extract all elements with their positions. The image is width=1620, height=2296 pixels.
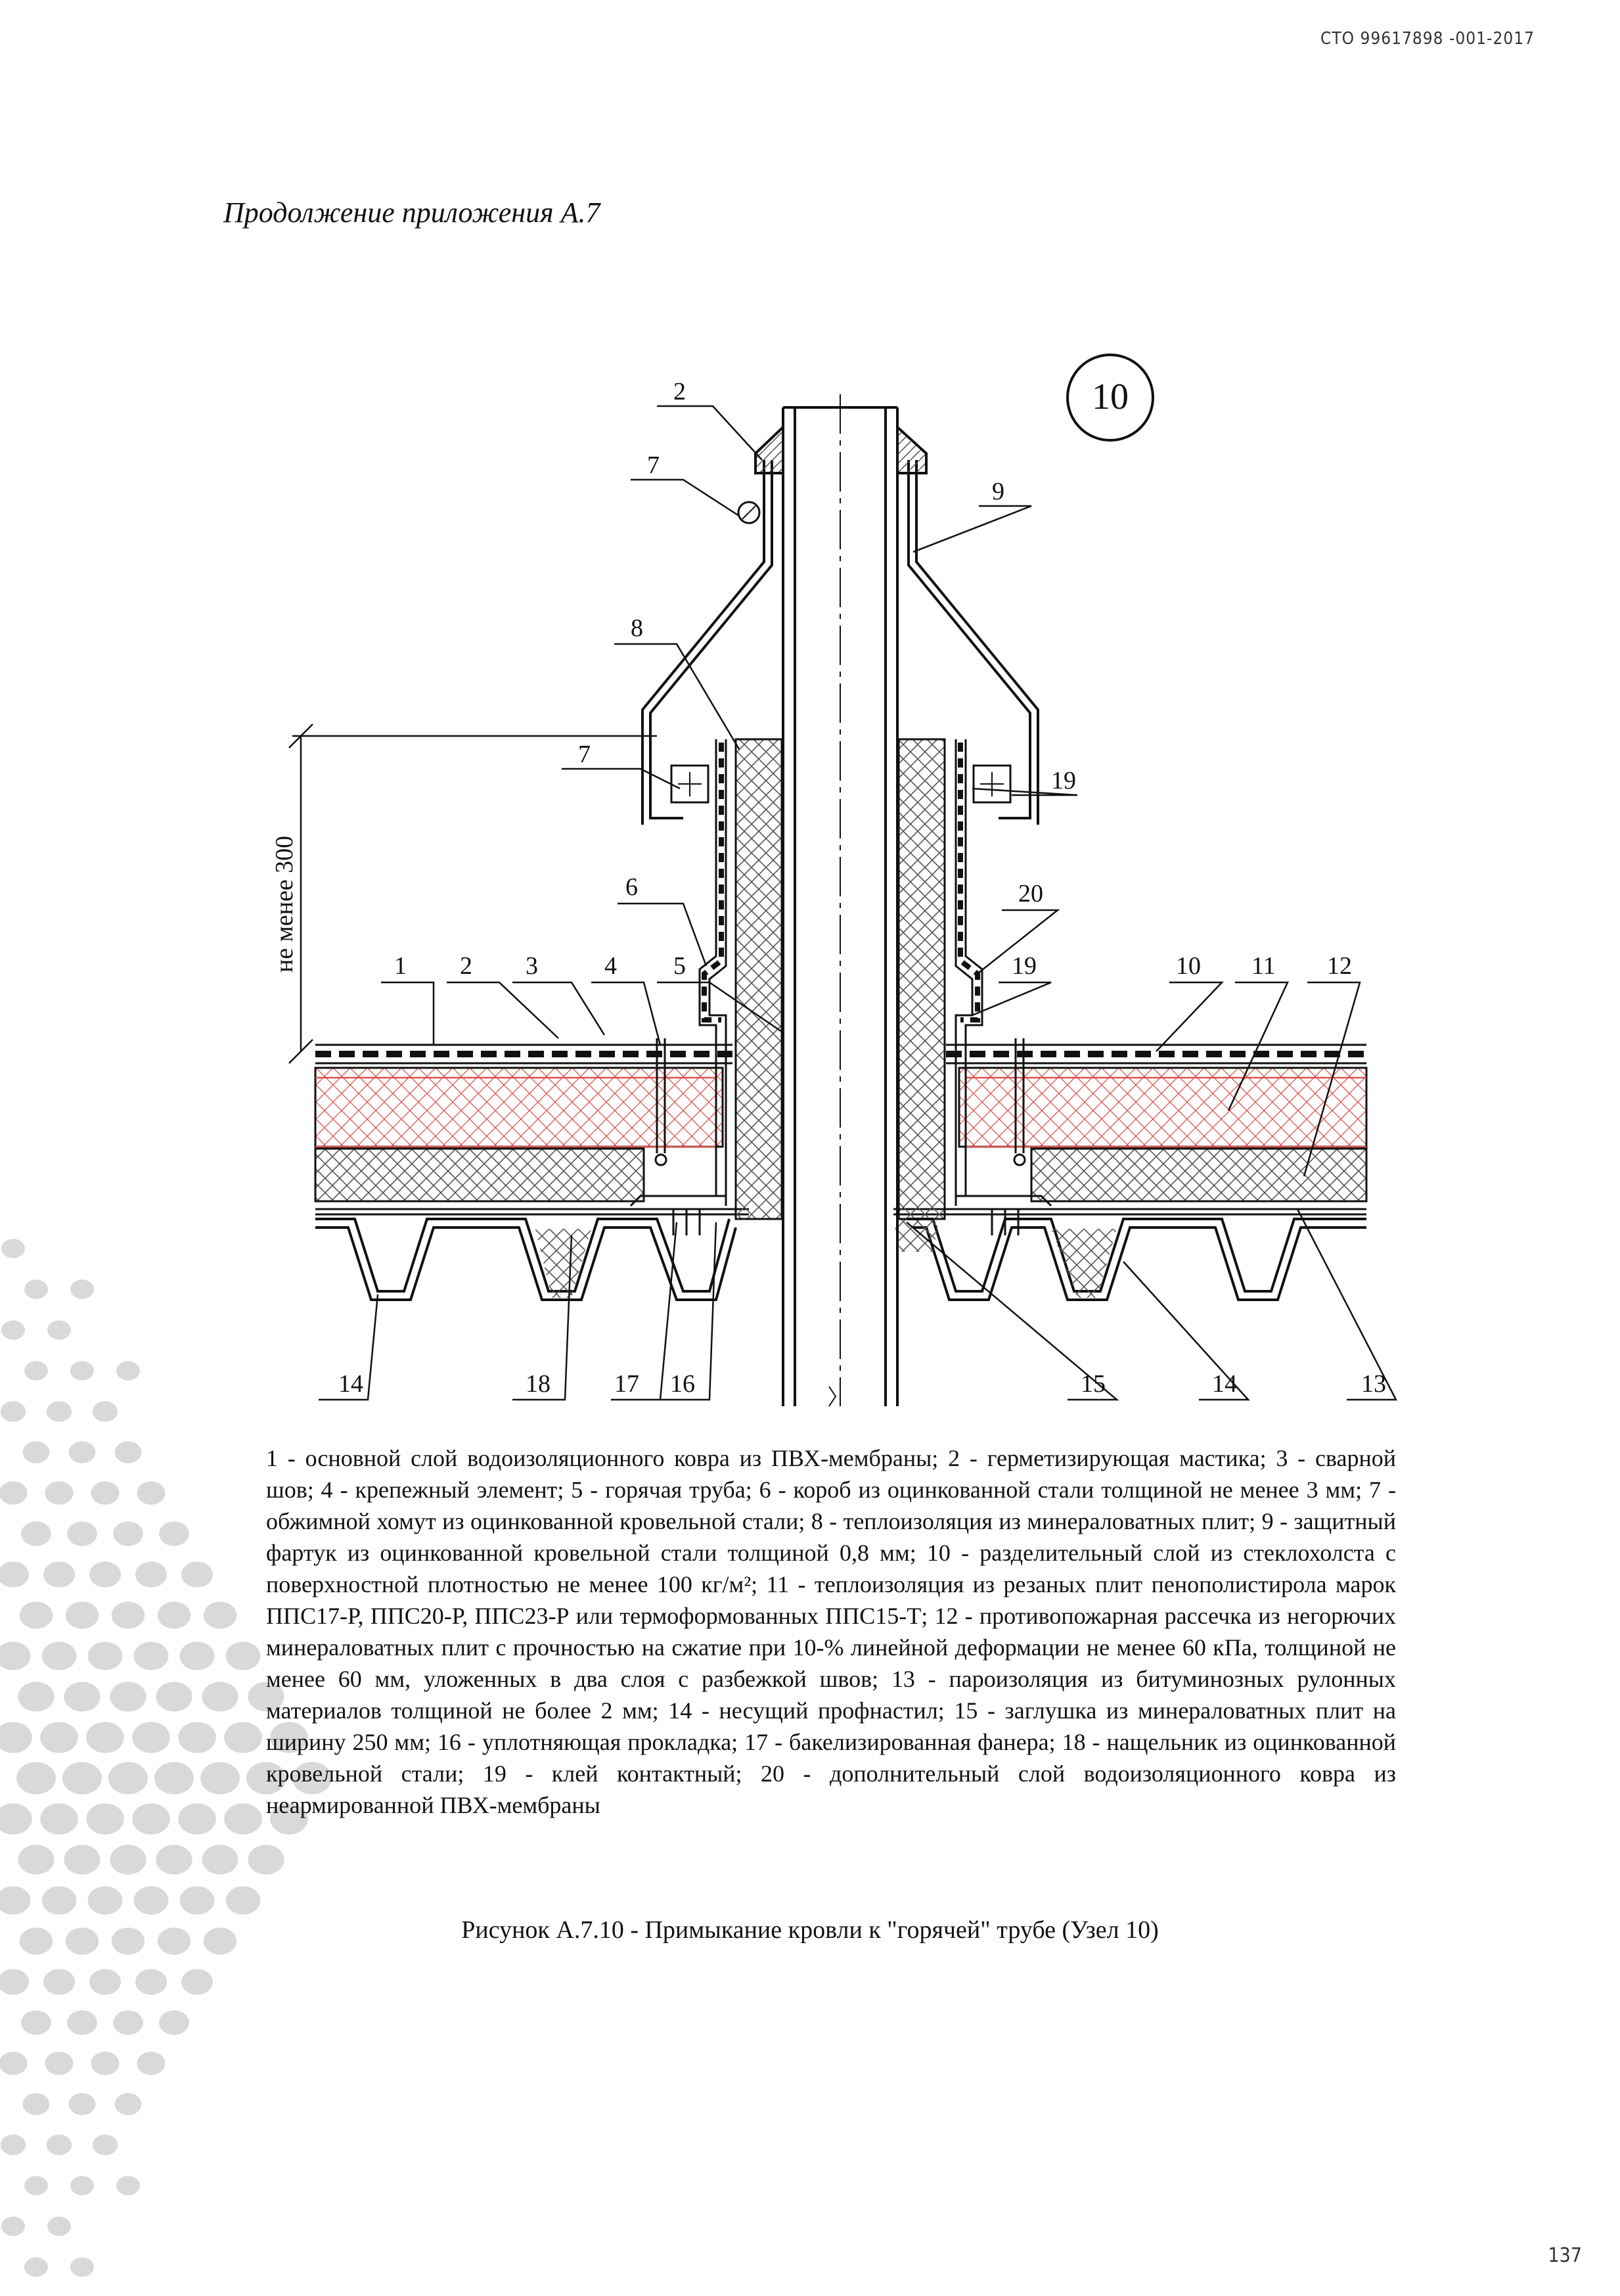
callout-6: 6	[625, 873, 638, 901]
callout-19-top: 19	[1051, 767, 1076, 794]
callout-3: 3	[526, 952, 538, 980]
callout-14-right: 14	[1212, 1370, 1237, 1398]
callout-17: 17	[614, 1370, 639, 1398]
callout-4: 4	[604, 952, 617, 980]
node-number: 10	[1092, 377, 1129, 417]
callout-13: 13	[1361, 1370, 1386, 1398]
dimension-line	[289, 724, 657, 1063]
callout-7-top: 7	[647, 451, 660, 479]
dimension-label: не менее 300	[271, 835, 298, 973]
callout-18: 18	[526, 1370, 551, 1398]
callout-9: 9	[992, 478, 1004, 505]
callout-20: 20	[1018, 880, 1043, 907]
callout-1: 1	[394, 952, 407, 980]
page-number: 137	[1548, 2244, 1582, 2267]
document-code: СТО 99617898 -001-2017	[1320, 29, 1535, 49]
roof-layers-right	[893, 1045, 1366, 1214]
callout-11: 11	[1251, 952, 1276, 980]
callout-2: 2	[460, 952, 472, 980]
continuation-title: Продолжение приложения А.7	[223, 196, 600, 229]
callout-7-mid: 7	[578, 741, 591, 768]
callout-19: 19	[1012, 952, 1037, 980]
callout-10: 10	[1176, 952, 1201, 980]
callout-5: 5	[673, 952, 686, 980]
callout-12: 12	[1327, 952, 1352, 980]
profiled-deck-right	[893, 1219, 1366, 1300]
callout-8: 8	[631, 614, 643, 642]
node-number-badge	[1068, 355, 1153, 440]
callout-leaders	[319, 406, 1396, 1400]
legend-text: 1 - основной слой водоизоляционного ковра из ПВХ-мембраны; 2 - герметизирующая мастика; 3 - сварной шов; 4 - крепежный элемент; 5 - горячая труба; 6 - короб из оцинкованной стали толщиной не менее 3 мм; 7 - обжимной хомут из оцинкованной кровельной стали; 8 - теплоизоляция из минераловатных плит; 9 - защитный фартук из оцинкованной кровельной стали толщиной 0,8 мм; 10 - разделительный слой из стеклохолста с поверхностной плотностью не менее 100 кг/м²; 11 - теплоизоляция из резаных плит пенополистирола марок ППС17-Р, ППС20-Р, ППС23-Р или термоформованных ППС15-Т; 12 - противопожарная рассечка из негорючих минераловатных плит с прочностью на сжатие при 10-% линейной деформации не менее 60 кПа, толщиной не менее 60 мм, уложенных в два слоя с разбежкой швов; 13 - пароизоляция из битуминозных рулонных материалов толщиной не более 2 мм; 14 - несущий профнастил; 15 - заглушка из минераловатных плит на ширину 250 мм; 16 - уплотняющая прокладка; 17 - бакелизированная фанера; 18 - нащельник из оцинкованной кровельной стали; 19 - клей контактный; 20 - дополнительный слой водоизоляционного ковра из неармированной ПВХ-мембраны	[266, 1445, 1396, 1818]
callout-14-left: 14	[338, 1370, 363, 1398]
callout-2-top: 2	[673, 378, 686, 405]
roof-layers-left	[315, 1045, 749, 1214]
callout-16: 16	[670, 1370, 695, 1398]
hot-pipe	[783, 394, 897, 1406]
figure-caption: Рисунок А.7.10 - Примыкание кровли к "горячей" трубе (Узел 10)	[461, 1916, 1159, 1944]
callout-15: 15	[1081, 1370, 1106, 1398]
